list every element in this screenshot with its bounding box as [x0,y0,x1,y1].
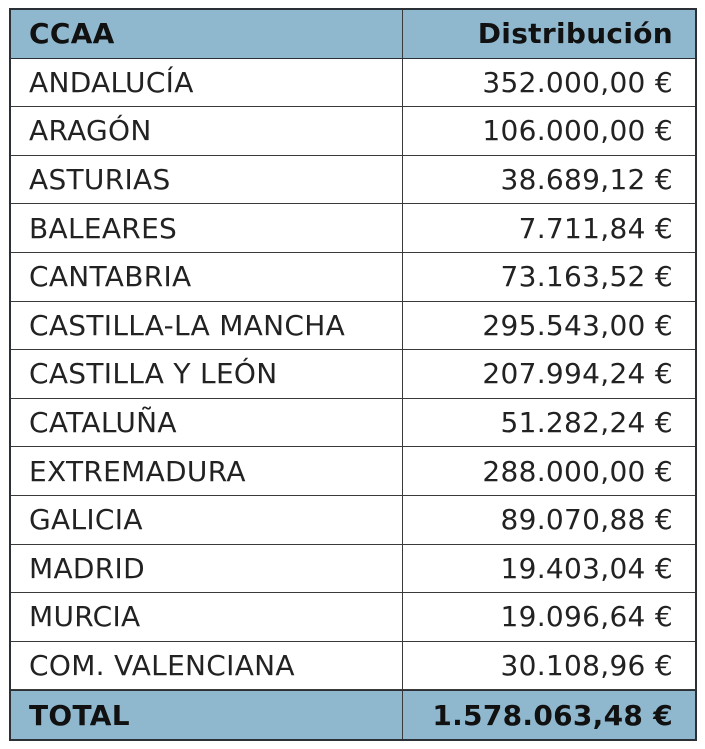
amount-cell: 89.070,88 € [500,503,673,537]
table-row [11,204,695,253]
amount-cell: 19.096,64 € [500,600,673,634]
table-row [11,253,695,302]
table-row [11,156,695,205]
region-cell: EXTREMADURA [11,447,403,495]
region-cell: CANTABRIA [11,253,403,301]
region-cell: CASTILLA Y LEÓN [11,350,403,398]
amount-cell: 288.000,00 € [482,454,673,488]
header-amount: Distribución [477,17,673,51]
distribution-table [9,8,697,741]
amount-cell: 19.403,04 € [500,551,673,585]
amount-cell: 51.282,24 € [500,406,673,440]
region-cell: COM. VALENCIANA [11,642,403,690]
region-cell: BALEARES [11,204,403,252]
amount-cell: 38.689,12 € [500,163,673,197]
header-region: CCAA [11,10,403,58]
table-row [11,642,695,691]
table-row [11,496,695,545]
region-cell: GALICIA [11,496,403,544]
table-row [11,302,695,351]
table-row [11,107,695,156]
region-cell: ASTURIAS [11,156,403,204]
table-row [11,399,695,448]
region-cell: CASTILLA-LA MANCHA [11,302,403,350]
amount-cell: 106.000,00 € [482,114,673,148]
table-row [11,447,695,496]
amount-cell: 30.108,96 € [500,649,673,683]
total-amount: 1.578.063,48 € [432,698,673,732]
amount-cell: 352.000,00 € [482,65,673,99]
table-row [11,350,695,399]
amount-cell: 207.994,24 € [482,357,673,391]
table-row [11,59,695,108]
table-header-row [11,10,695,59]
amount-cell: 295.543,00 € [482,308,673,342]
table-row [11,545,695,594]
total-label: TOTAL [11,691,403,739]
amount-cell: 7.711,84 € [518,211,673,245]
table-total-row [11,690,695,739]
table-row [11,593,695,642]
amount-cell: 73.163,52 € [500,260,673,294]
region-cell: CATALUÑA [11,399,403,447]
region-cell: ANDALUCÍA [11,59,403,107]
region-cell: MURCIA [11,593,403,641]
region-cell: MADRID [11,545,403,593]
region-cell: ARAGÓN [11,107,403,155]
